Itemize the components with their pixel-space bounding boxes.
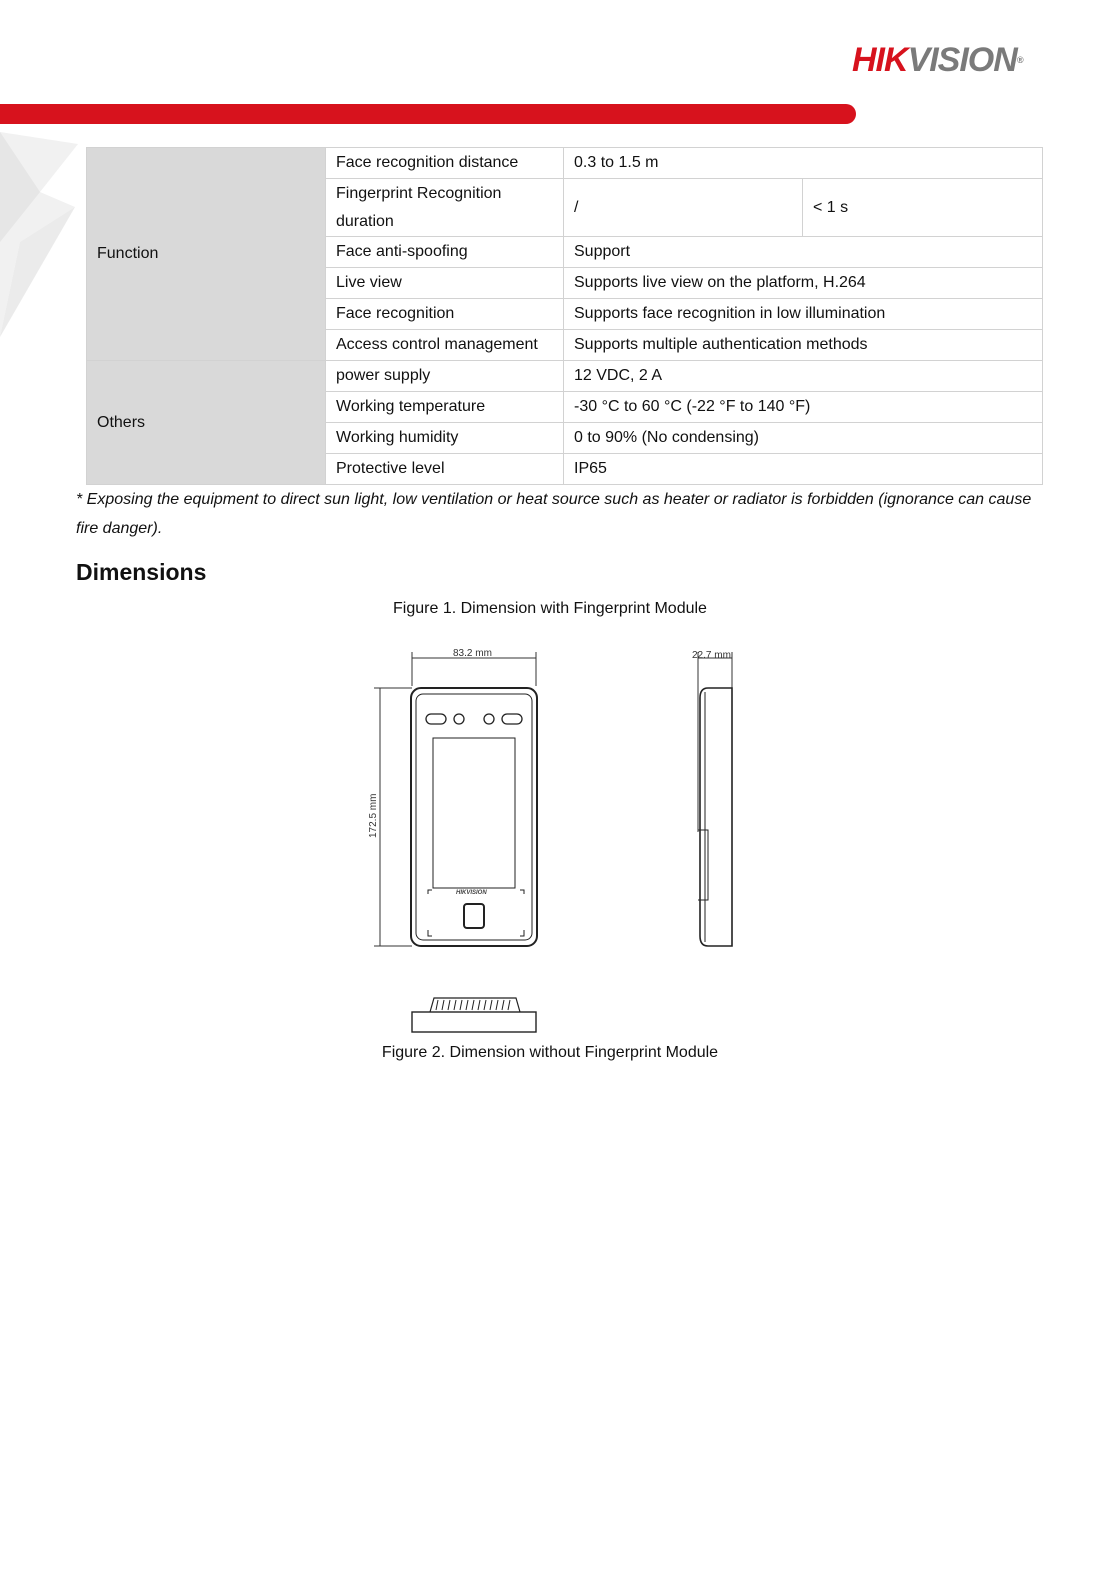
table-row xyxy=(87,148,1043,179)
spec-value: IP65 xyxy=(564,454,1043,485)
bottom-view xyxy=(412,998,536,1032)
spec-value: Supports face recognition in low illumination xyxy=(564,299,1043,330)
spec-value: 0 to 90% (No condensing) xyxy=(564,423,1043,454)
spec-value-secondary: < 1 s xyxy=(803,179,1043,237)
brand-logo xyxy=(852,40,1062,80)
spec-label: Face anti-spoofing xyxy=(326,237,564,268)
depth-label: 22.7 mm xyxy=(692,650,731,661)
dimension-drawing xyxy=(360,640,760,1040)
spec-label: Live view xyxy=(326,268,564,299)
spec-value: Support xyxy=(564,237,1043,268)
table-row xyxy=(87,361,1043,392)
device-logo: HIKVISION xyxy=(456,890,487,896)
width-label: 83.2 mm xyxy=(453,648,492,659)
decorative-star-shape xyxy=(0,122,90,352)
spec-value: Supports live view on the platform, H.264 xyxy=(564,268,1043,299)
spec-label: Working temperature xyxy=(326,392,564,423)
spec-value: / xyxy=(564,179,803,237)
spec-value: -30 °C to 60 °C (-22 °F to 140 °F) xyxy=(564,392,1043,423)
spec-label: Working humidity xyxy=(326,423,564,454)
front-view xyxy=(411,688,537,946)
logo-text-red: HIK xyxy=(852,41,908,79)
side-view xyxy=(698,688,732,946)
height-label: 172.5 mm xyxy=(368,793,379,838)
spec-label: Face recognition distance xyxy=(326,148,564,179)
figure2-caption: Figure 2. Dimension without Fingerprint Module xyxy=(381,1044,719,1061)
spec-value: Supports multiple authentication methods xyxy=(564,330,1043,361)
spec-label: Protective level xyxy=(326,454,564,485)
spec-label: Fingerprint Recognition duration xyxy=(326,179,564,237)
category-cell: Others xyxy=(87,361,326,485)
category-cell: Function xyxy=(87,148,326,361)
registered-mark: ® xyxy=(1016,55,1023,65)
safety-note: * Exposing the equipment to direct sun light, low ventilation or heat source such as heater or radiator is forbidden (ignorance can cause fire danger). xyxy=(76,491,1032,537)
spec-label: power supply xyxy=(326,361,564,392)
spec-label: Access control management xyxy=(326,330,564,361)
spec-table xyxy=(86,147,1043,485)
header-red-bar xyxy=(0,104,856,124)
section-title: Dimensions xyxy=(76,559,207,585)
figure1-caption: Figure 1. Dimension with Fingerprint Module xyxy=(393,600,707,617)
spec-label: Face recognition xyxy=(326,299,564,330)
spec-value: 12 VDC, 2 A xyxy=(564,361,1043,392)
spec-value: 0.3 to 1.5 m xyxy=(564,148,1043,179)
logo-text-grey: VISION xyxy=(907,41,1017,79)
